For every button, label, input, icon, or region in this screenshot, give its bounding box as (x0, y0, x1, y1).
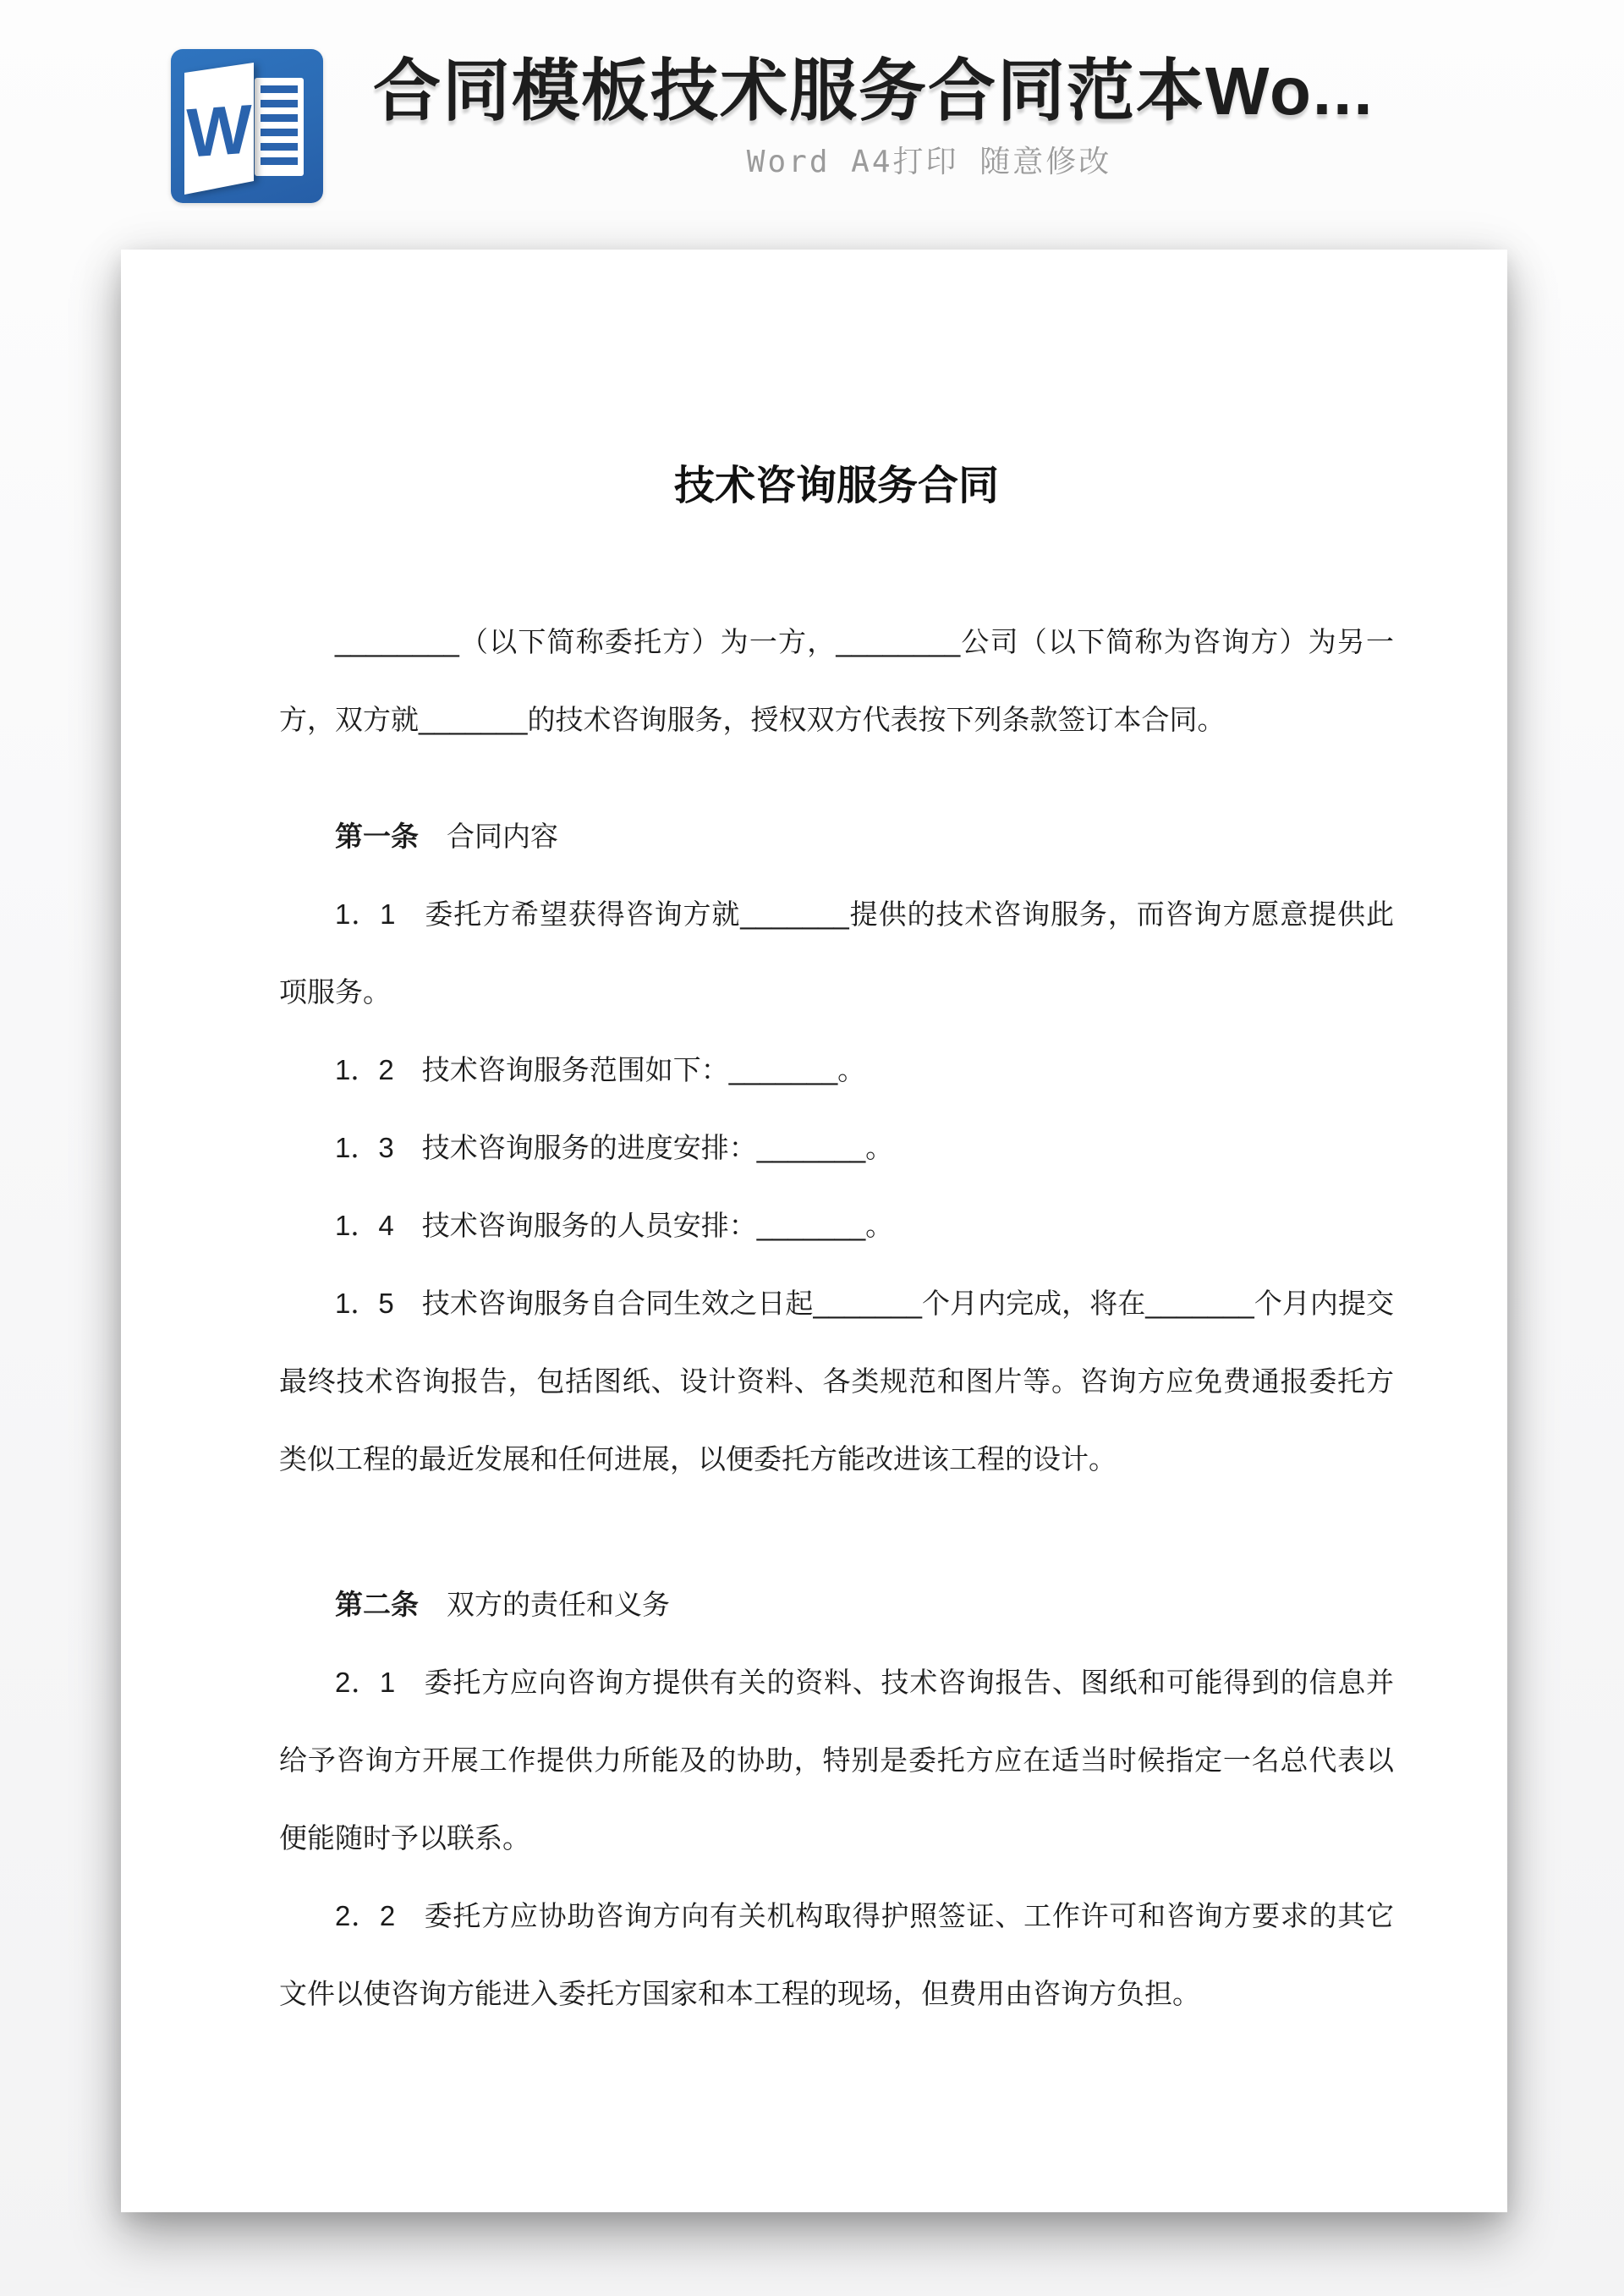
word-icon-cover (171, 49, 323, 203)
section-heading-2: 第二条 双方的责任和义务 (335, 1589, 670, 1620)
file-subtitle: Word A4打印 随意修改 (746, 145, 1112, 179)
file-title: 合同模板技术服务合同范本Wo... (373, 53, 1374, 129)
contract-paragraph: 2．2 委托方应协助咨询方向有关机构取得护照签证、工作许可和咨询方要求的其它文件以使咨询方能进入委托方国家和本工程的现场，但费用由咨询方负担。 (279, 1900, 1394, 2009)
section-heading-1: 第一条 合同内容 (335, 821, 558, 852)
contract-paragraph: 2．1 委托方应向咨询方提供有关的资料、技术咨询报告、图纸和可能得到的信息并给予咨询方开展工作提供力所能及的协助，特别是委托方应在适当时候指定一名总代表以便能随时予以联系。 (279, 1667, 1394, 1854)
document-page (121, 250, 1507, 2212)
word-file-icon (171, 49, 323, 203)
contract-paragraph: 1．1 委托方希望获得咨询方就_______提供的技术咨询服务，而咨询方愿意提供此项服务。 (279, 898, 1394, 1008)
contract-paragraph: 1．4 技术咨询服务的人员安排：_______。 (335, 1210, 894, 1241)
file-header (0, 0, 1624, 250)
document-title: 技术咨询服务合同 (673, 464, 999, 508)
clause-number: 第二条 (335, 1589, 419, 1620)
contract-paragraph: ________（以下简称委托方）为一方，________公司（以下简称为咨询方）为另一方，双方就_______的技术咨询服务，授权双方代表按下列条款签订本合同。 (279, 626, 1394, 735)
clause-number: 第一条 (335, 821, 419, 852)
contract-paragraph: 1．3 技术咨询服务的进度安排：_______。 (335, 1132, 894, 1163)
contract-paragraph: 1．2 技术咨询服务范围如下：_______。 (335, 1054, 866, 1085)
contract-paragraph: 1．5 技术咨询服务自合同生效之日起_______个月内完成，将在_______个月内提交最终技术咨询报告，包括图纸、设计资料、各类规范和图片等。咨询方应免费通报委托方类似工程的最近发展和任何进展，以便委托方能改进该工程的设计。 (279, 1288, 1394, 1475)
file-header-text (373, 51, 1485, 179)
word-icon-letter: W (186, 91, 252, 173)
document-body (279, 603, 1394, 2033)
